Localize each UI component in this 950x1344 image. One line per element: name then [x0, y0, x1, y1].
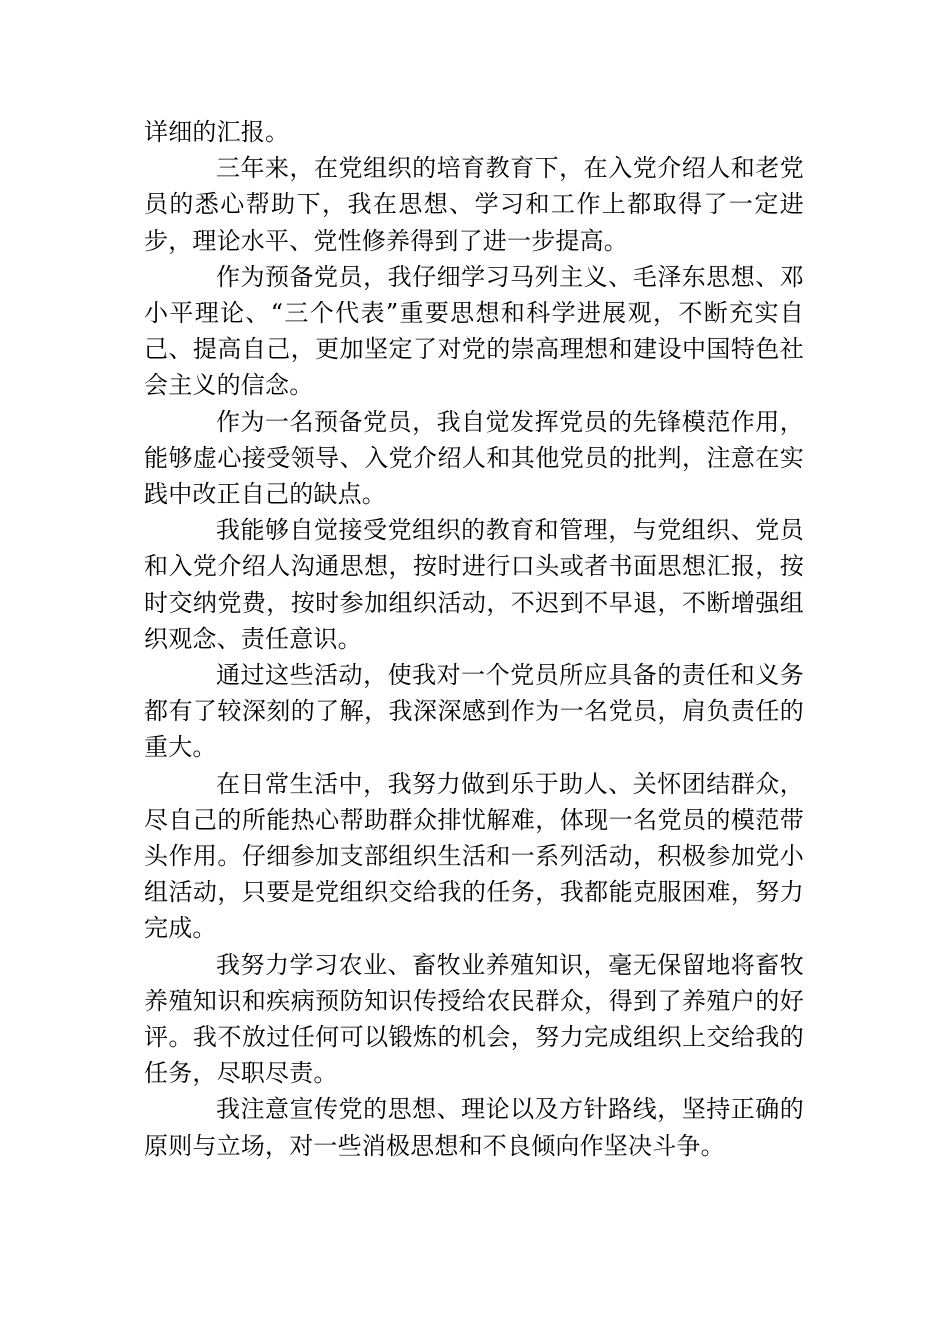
paragraph-continuation: 详细的汇报。 — [144, 118, 290, 146]
paragraph: 我注意宣传党的思想、理论以及方针路线，坚持正确的原则与立场，对一些消极思想和不良倾向作坚决斗争。 — [144, 1095, 804, 1160]
paragraph: 三年来，在党组织的培育教育下，在入党介绍人和老党员的悉心帮助下，我在思想、学习和工作上都取得了一定进步，理论水平、党性修养得到了进一步提高。 — [144, 154, 804, 255]
paragraph: 通过这些活动，使我对一个党员所应具备的责任和义务都有了较深刻的了解，我深深感到作为一名党员，肩负责任的重大。 — [144, 661, 804, 762]
paragraph: 作为一名预备党员，我自觉发挥党员的先锋模范作用，能够虚心接受领导、入党介绍人和其他党员的批判，注意在实践中改正自己的缺点。 — [144, 407, 804, 509]
paragraph: 在日常生活中，我努力做到乐于助人、关怀团结群众，尽自己的所能热心帮助群众排忧解难，体现一名党员的模范带头作用。仔细参加支部组织生活和一系列活动，积极参加党小组活动，只要是党组织交给我的任务，我都能克服困难，努力完成。 — [144, 769, 804, 943]
paragraph: 作为预备党员，我仔细学习马列主义、毛泽东思想、邓小平理论、“三个代表”重要思想和科学进展观，不断充实自己、提高自己，更加坚定了对党的崇高理想和建设中国特色社会主义的信念。 — [144, 262, 804, 400]
document-body — [144, 114, 804, 1164]
paragraph: 我努力学习农业、畜牧业养殖知识，毫无保留地将畜牧养殖知识和疾病预防知识传授给农民群众，得到了养殖户的好评。我不放过任何可以锻炼的机会，努力完成组织上交给我的任务，尽职尽责。 — [144, 950, 804, 1088]
paragraph: 我能够自觉接受党组织的教育和管理，与党组织、党员和入党介绍人沟通思想，按时进行口头或者书面思想汇报，按时交纳党费，按时参加组织活动，不迟到不早退，不断增强组织观念、责任意识。 — [144, 516, 804, 653]
